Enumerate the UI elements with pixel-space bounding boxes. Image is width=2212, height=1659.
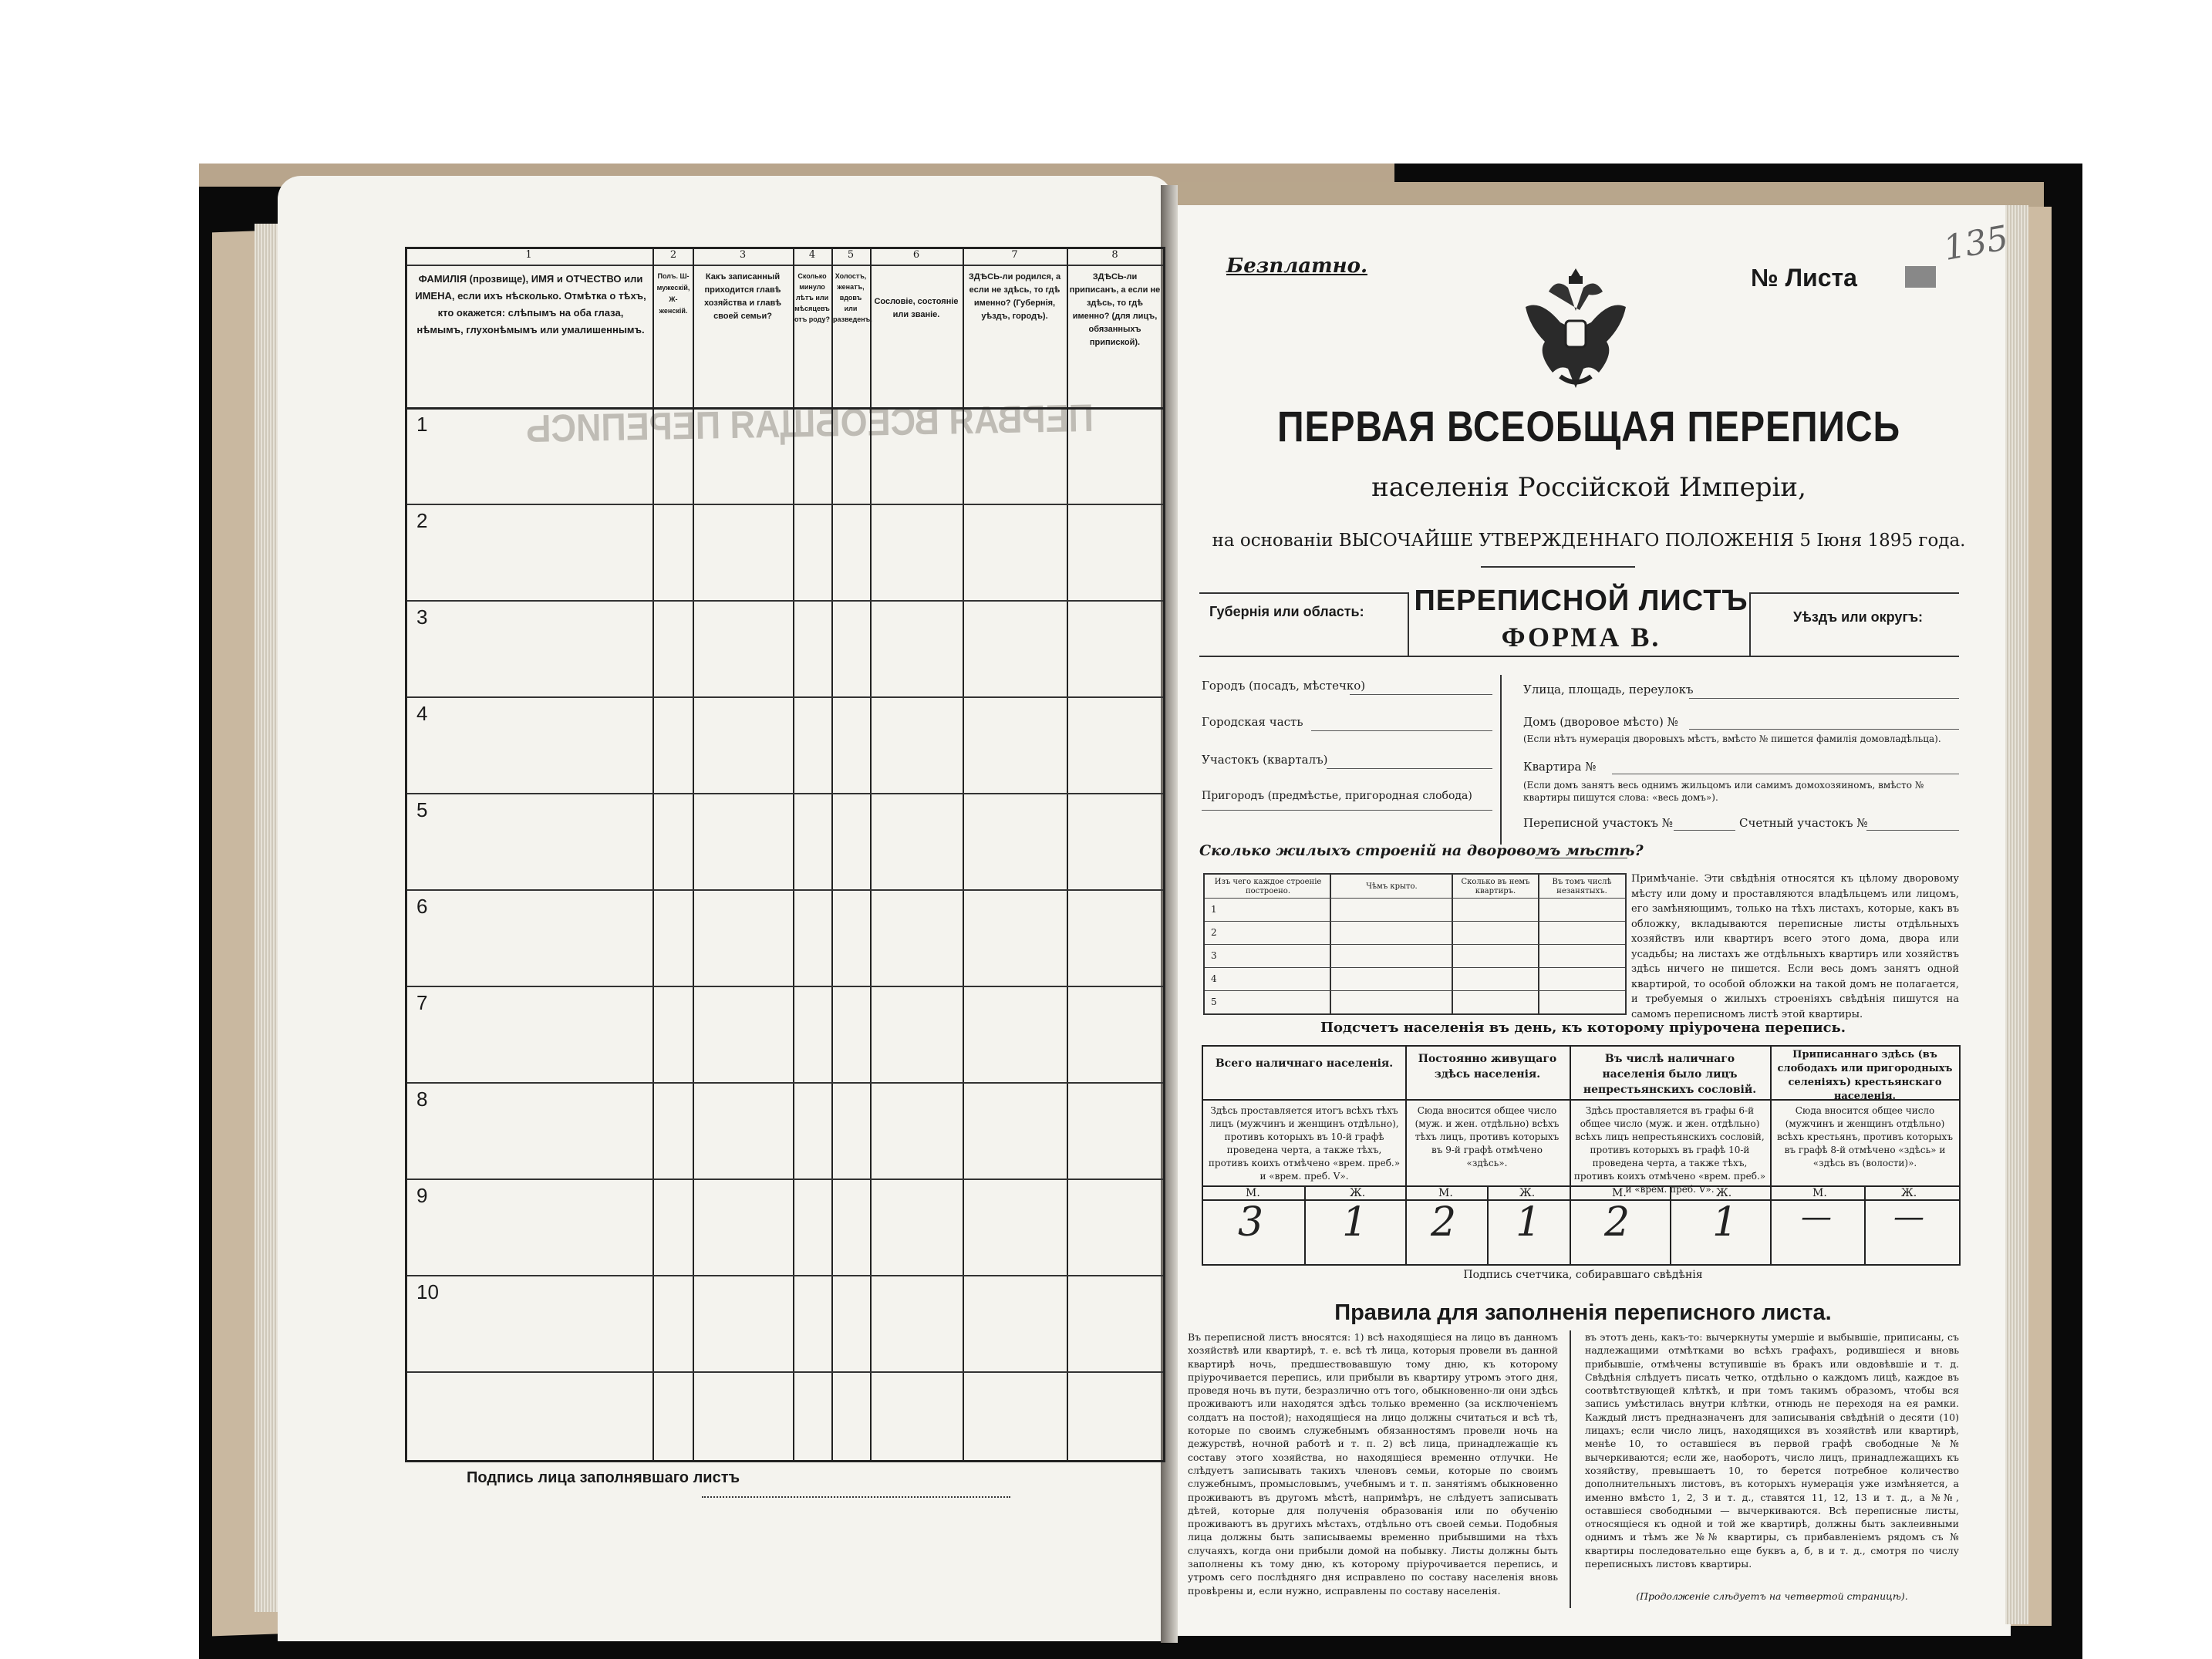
- row-number: 8: [416, 1087, 428, 1111]
- column-divider: [1067, 249, 1068, 1460]
- field-census-precinct: Переписной участокъ №: [1523, 816, 1673, 830]
- field-count-precinct: Счетный участокъ №: [1739, 816, 1868, 830]
- buildings-row-rule: [1205, 944, 1625, 945]
- field-district: Городская часть: [1202, 715, 1303, 729]
- field-line: [1202, 810, 1492, 811]
- column-divider: [870, 249, 872, 1460]
- field-line: [1350, 694, 1492, 695]
- count-value-permanent-zh: 1: [1516, 1199, 1542, 1246]
- column-number: 1: [525, 249, 532, 261]
- buildings-row-rule: [1205, 921, 1625, 922]
- field-line: [1689, 729, 1959, 730]
- form-title: ФОРМА В.: [1501, 622, 1661, 652]
- counter-signature-label: Подпись счетчика, собиравшаго свѣдѣнія: [1463, 1269, 1703, 1281]
- table-header: [407, 249, 1163, 410]
- count-value-nonpeasant-m: 2: [1604, 1199, 1630, 1246]
- row-divider: [407, 986, 1163, 987]
- row-number: 9: [416, 1184, 428, 1207]
- free-label: Безплатно.: [1226, 255, 1367, 278]
- column-number: 6: [912, 249, 920, 261]
- row-number: 3: [416, 605, 428, 629]
- m-label: М.: [1812, 1187, 1827, 1199]
- column-number: 8: [1111, 249, 1118, 261]
- count-header: Приписаннаго здѣсь (въ слободахъ или пригородныхъ селеніяхъ) крестьянскаго населенія.: [1777, 1049, 1953, 1102]
- column-number: 4: [808, 249, 816, 261]
- count-value-peasant-m: —: [1801, 1199, 1832, 1235]
- rules-separator: [1570, 1330, 1571, 1608]
- note-text: Примѣчаніе. Эти свѣдѣнія относятся къ цѣлому дворовому мѣсту или дому и проставляются владѣльцемъ или лицомъ, его замѣняющимъ, только на тѣхъ листахъ, которые, какъ въ обложку, вкладываются переписные листы отдѣльныхъ хозяйствъ или квартиръ всего этого дома, двора или усадьбы; на листахъ же отдѣльныхъ квартиръ или хозяйствъ здѣсь ничего не пишется. Если весь домъ занятъ одной квартирой, то особой обложки на такой домъ не полагается, и требуемыя о жилыхъ строеніяхъ свѣдѣнія пишутся на самомъ переписномъ листѣ этой квартиры.: [1631, 873, 1959, 1020]
- page-stack-right: [2005, 205, 2028, 1624]
- buildings-row-number: 5: [1211, 996, 1217, 1007]
- sheet-number-box: [1905, 266, 1936, 288]
- column-number: 2: [669, 249, 677, 261]
- form-rule: [1199, 656, 1959, 657]
- field-house: Домъ (дворовое мѣсто) №: [1523, 715, 1678, 729]
- count-value-nonpeasant-zh: 1: [1712, 1199, 1738, 1246]
- count-rule: [1405, 1099, 1570, 1101]
- column-header-estate: Сословіе, состояніе или званіе.: [874, 297, 959, 319]
- column-header-birthplace: ЗДѢСЬ-ли родился, а если не здѣсь, то гдѣ именно? (Губернія, уѣздъ, городъ).: [968, 272, 1061, 321]
- rules-text-left: Въ переписной листъ вносятся: 1) всѣ находящіеся на лицо въ данномъ хозяйствѣ или квартирѣ, т. е. всѣ тѣ лица, которыя провели въ данной квартирѣ ночь, предшествовавшую тому дню, къ которому пріурочивается перепись, или прибыли въ квартиру утромъ этого дня, проведя ночь въ пути, безразлично отъ того, обыкновенно-ли они здѣсь проживаютъ или находятся здѣсь только временно (за исключеніемъ солдатъ на постой); находящіеся на лицо должны считаться и всѣ тѣ, которые по своимъ служебнымъ обязанностямъ провели ночь на дежурствѣ, ночной работѣ и т. п. 2) всѣ лица, принадлежащіе къ составу этого хозяйства, но находящіеся временно отлучки. Не слѣдуетъ записывать такихъ членовъ семьи, которые по своимъ служебнымъ, промысловымъ, учебнымъ и т. п. занятіямъ обыкновенно проживаютъ въ другомъ мѣстѣ, напримѣръ, не слѣдуетъ записывать дѣтей, которые для полученія образованія или по обученію проживаютъ въ другихъ мѣстахъ, отдѣльно отъ своей семьи. Подобныя лица должны быть записываемы временно прибывшими на тѣхъ случаяхъ, когда они прибыли домой на побывку. Листы должны быть заполнены къ тому дню, къ которому пріурочивается перепись, и утромъ сего послѣдняго дня исправлено по составу населенія вновь провѣрены и, если нужно, исправлены по составу населенія.: [1188, 1331, 1558, 1597]
- column-number: 5: [847, 249, 855, 261]
- zh-label: Ж.: [1350, 1187, 1366, 1199]
- count-value-total-zh: 1: [1342, 1199, 1368, 1246]
- row-divider: [407, 793, 1163, 794]
- field-line: [1311, 730, 1492, 731]
- row-divider: [407, 1178, 1163, 1180]
- row-number: 1: [416, 413, 428, 436]
- row-number: 10: [416, 1280, 439, 1303]
- field-house-note: (Если нѣтъ нумерація дворовыхъ мѣстъ, вмѣсто № пишется фамилія домовладѣльца).: [1523, 733, 1941, 744]
- count-rule: [1203, 1199, 1959, 1201]
- field-line: [1674, 830, 1735, 831]
- count-divider: [1770, 1047, 1772, 1264]
- count-description: Сюда вносится общее число (муж. и жен. отдѣльно) всѣхъ тѣхъ лицъ, противъ которыхъ въ 9-й графѣ отмѣчено «здѣсь».: [1415, 1105, 1560, 1168]
- guberniya-box: [1199, 592, 1409, 656]
- rules-continuation: (Продолженіе слѣдуетъ на четвертой страницѣ).: [1636, 1590, 1908, 1602]
- zh-label: Ж.: [1901, 1187, 1917, 1199]
- column-divider: [963, 249, 964, 1460]
- field-apartment: Квартира №: [1523, 760, 1597, 774]
- count-rule: [1203, 1099, 1405, 1101]
- fields-separator: [1500, 675, 1502, 845]
- column-divider: [652, 249, 654, 1460]
- buildings-row-number: 4: [1211, 973, 1217, 984]
- field-suburb: Пригородъ (предмѣстье, пригородная слобода): [1202, 790, 1472, 802]
- column-divider: [693, 249, 694, 1460]
- count-description: Сюда вносится общее число (мужчинъ и женщинъ отдѣльно) всѣхъ крестьянъ, противъ которыхъ въ графѣ 8-й отмѣчено «здѣсь» и «здѣсь въ (волости)».: [1777, 1105, 1953, 1168]
- count-title: Подсчетъ населенія въ день, къ которому пріурочена перепись.: [1320, 1020, 1846, 1036]
- m-label: М.: [1438, 1187, 1453, 1199]
- column-divider: [793, 249, 794, 1460]
- sheet-number-label: № Листа: [1751, 264, 1857, 292]
- row-divider: [407, 600, 1163, 602]
- count-divider: [1405, 1047, 1407, 1264]
- field-street: Улица, площадь, переулокъ: [1523, 683, 1694, 696]
- row-number: 4: [416, 702, 428, 725]
- buildings-header: Чѣмъ крыто.: [1366, 882, 1418, 891]
- zh-label: Ж.: [1716, 1187, 1732, 1199]
- row-divider: [407, 1082, 1163, 1084]
- count-subdivider: [1670, 1185, 1671, 1264]
- column-divider: [831, 249, 833, 1460]
- buildings-row-rule: [1205, 967, 1625, 968]
- zh-label: Ж.: [1519, 1187, 1536, 1199]
- sheet-title: ПЕРЕПИСНОЙ ЛИСТЪ: [1414, 585, 1748, 617]
- bleed-through-text: ПЕРВАЯ ВСЕОБЩАЯ ПЕРЕПИСЬ: [525, 396, 1094, 451]
- column-header-marital: Холостъ, женатъ, вдовъ или разведенъ.: [833, 272, 872, 323]
- count-description: Здѣсь проставляется въ графы 6-й общее число (муж. и жен. отдѣльно) всѣхъ лицъ непрестьянскихъ сословій, противъ которыхъ въ графѣ 10-й проведена черта, а также тѣхъ, противъ коихъ отмѣчено «врем. преб.» и «врем. преб. V».: [1573, 1105, 1766, 1195]
- count-rule: [1770, 1099, 1959, 1101]
- count-header: Постоянно живущаго здѣсь населенія.: [1418, 1053, 1557, 1081]
- count-subdivider: [1864, 1185, 1866, 1264]
- buildings-row-number: 3: [1211, 950, 1217, 961]
- column-number: 3: [739, 249, 747, 261]
- field-line: [1866, 830, 1959, 831]
- m-label: М.: [1246, 1187, 1260, 1199]
- left-signature-label: Подпись лица заполнявшаго листъ: [467, 1469, 740, 1486]
- buildings-row-rule: [1205, 990, 1625, 991]
- census-table: [405, 247, 1165, 1462]
- buildings-row-number: 1: [1211, 904, 1217, 915]
- row-divider: [407, 1371, 1163, 1373]
- column-header-relation: Какъ записанный приходится главѣ хозяйства и главѣ своей семьи?: [703, 272, 782, 321]
- uezd-label: Уѣздъ или округъ:: [1793, 609, 1924, 625]
- buildings-header: Сколько въ немъ квартиръ.: [1461, 878, 1530, 895]
- count-table: [1202, 1045, 1961, 1266]
- field-precinct: Участокъ (кварталъ): [1202, 753, 1328, 767]
- count-divider: [1570, 1047, 1571, 1264]
- column-header-age: Сколько минуло лѣтъ или мѣсяцевъ отъ роду?: [794, 272, 830, 323]
- m-label: М.: [1612, 1187, 1627, 1199]
- buildings-header: Изъ чего каждое строеніе построено.: [1214, 878, 1322, 895]
- count-subdivider: [1304, 1185, 1306, 1264]
- count-value-permanent-m: 2: [1431, 1199, 1457, 1246]
- row-number: 2: [416, 509, 428, 532]
- title-rule: [1481, 566, 1635, 568]
- header-rule: [407, 265, 1163, 266]
- count-value-total-m: 3: [1238, 1199, 1264, 1246]
- buildings-row-number: 2: [1211, 927, 1217, 938]
- count-header: Всего наличнаго населенія.: [1215, 1057, 1394, 1070]
- row-divider: [407, 1275, 1163, 1276]
- guberniya-label: Губернія или область:: [1209, 604, 1364, 619]
- row-divider: [407, 504, 1163, 505]
- row-divider: [407, 696, 1163, 698]
- buildings-header: Въ томъ числѣ незанятыхъ.: [1552, 878, 1612, 895]
- count-header: Въ числѣ наличнаго населенія было лицъ непрестьянскихъ сословій.: [1583, 1053, 1757, 1096]
- count-value-peasant-zh: —: [1893, 1199, 1924, 1235]
- main-title: ПЕРВАЯ ВСЕОБЩАЯ ПЕРЕПИСЬ: [1276, 402, 1901, 450]
- column-header-name: ФАМИЛІЯ (прозвище), ИМЯ и ОТЧЕСТВО или ИМЕНА, если ихъ нѣсколько. Отмѣтка о тѣхъ, кто окажется: слѣпымъ на оба глаза, нѣмымъ, глухонѣмымъ или умалишеннымъ.: [415, 273, 646, 336]
- count-description: Здѣсь проставляется итогъ всѣхъ тѣхъ лицъ (мужчинъ и женщинъ отдѣльно), противъ которыхъ въ 10-й графѣ проведена черта, а также тѣхъ, противъ коихъ отмѣчено «врем. преб.» и «врем. преб. V».: [1208, 1105, 1401, 1182]
- count-rule: [1203, 1185, 1959, 1187]
- field-apartment-note: (Если домъ занятъ весь однимъ жильцомъ или самимъ домохозяиномъ, вмѣсто № квартиры пишутся слова: «весь домъ»).: [1523, 780, 1924, 803]
- field-line: [1689, 698, 1959, 699]
- count-rule: [1570, 1099, 1770, 1101]
- subtitle: населенія Россійской Имперіи,: [1371, 472, 1806, 503]
- row-number: 5: [416, 798, 428, 821]
- row-number: 7: [416, 991, 428, 1014]
- houses-question: Сколько жилыхъ строеній на дворовомъ мѣстѣ?: [1199, 842, 1644, 859]
- field-city: Городъ (посадъ, мѣстечко): [1202, 679, 1366, 693]
- handwritten-page-number: 135: [1941, 218, 2011, 268]
- column-header-registration: ЗДѢСЬ-ли приписанъ, а если не здѣсь, то гдѣ именно? (для лицъ, обязанныхъ припиской).: [1069, 272, 1161, 347]
- column-number: 7: [1011, 249, 1018, 261]
- row-number: 6: [416, 895, 428, 918]
- double-headed-eagle-icon: [1518, 261, 1634, 400]
- buildings-row-rule: [1205, 898, 1625, 899]
- buildings-table: [1203, 873, 1627, 1015]
- count-subdivider: [1487, 1185, 1489, 1264]
- row-divider: [407, 889, 1163, 891]
- left-signature-line: [702, 1496, 1010, 1498]
- column-header-sex: Полъ. Ш-мужескій, Ж-женскій.: [656, 272, 690, 315]
- legal-basis: на основаніи ВЫСОЧАЙШЕ УТВЕРЖДЕННАГО ПОЛОЖЕНІЯ 5 Іюня 1895 года.: [1212, 531, 1966, 551]
- field-line: [1327, 768, 1492, 769]
- rules-text-right: въ этотъ день, какъ-то: вычеркнуты умершіе и выбывшіе, приписаны, съ надлежащими отмѣтками во всѣхъ графахъ, родившіеся и вновь прибывшіе, отмѣчены вступившіе въ бракъ или овдовѣвшіе и т. д. Свѣдѣнія слѣдуетъ писать четко, отдѣльно о каждомъ лицѣ, каждое въ соотвѣтствующей клѣткѣ, и при томъ такимъ образомъ, чтобы вся запись умѣстилась внутри клѣтки, отнюдь не переходя на ея рамки. Каждый листъ предназначенъ для записыванія свѣдѣній о десяти (10) лицахъ; если число лицъ, находящихся въ хозяйствѣ или квартирѣ, менѣе 10, то оставшіеся въ первой графѣ свободные №№ вычеркиваются; если же, наоборотъ, число лицъ, принадлежащихъ къ хозяйству, превышаетъ 10, то берется потребное количество дополнительныхъ листовъ, въ которыхъ нумерація уже измѣняется, а именно вмѣсто 1, 2, 3 и т. д., ставятся 11, 12, 13 и т. д., а №№, оставшіеся свободными — вычеркиваются. Всѣ переписные листы, относящіеся къ одной и той же квартирѣ, должны быть заклеивными однимъ и тѣмъ же №№ квартиры, съ прибавленіемъ рядомъ съ № квартиры последовательно еще буквъ а, б, в и т. д., смотря по числу переписныхъ листовъ квартиры.: [1585, 1331, 1959, 1570]
- rules-title: Правила для заполненія переписного листа.: [1334, 1300, 1832, 1325]
